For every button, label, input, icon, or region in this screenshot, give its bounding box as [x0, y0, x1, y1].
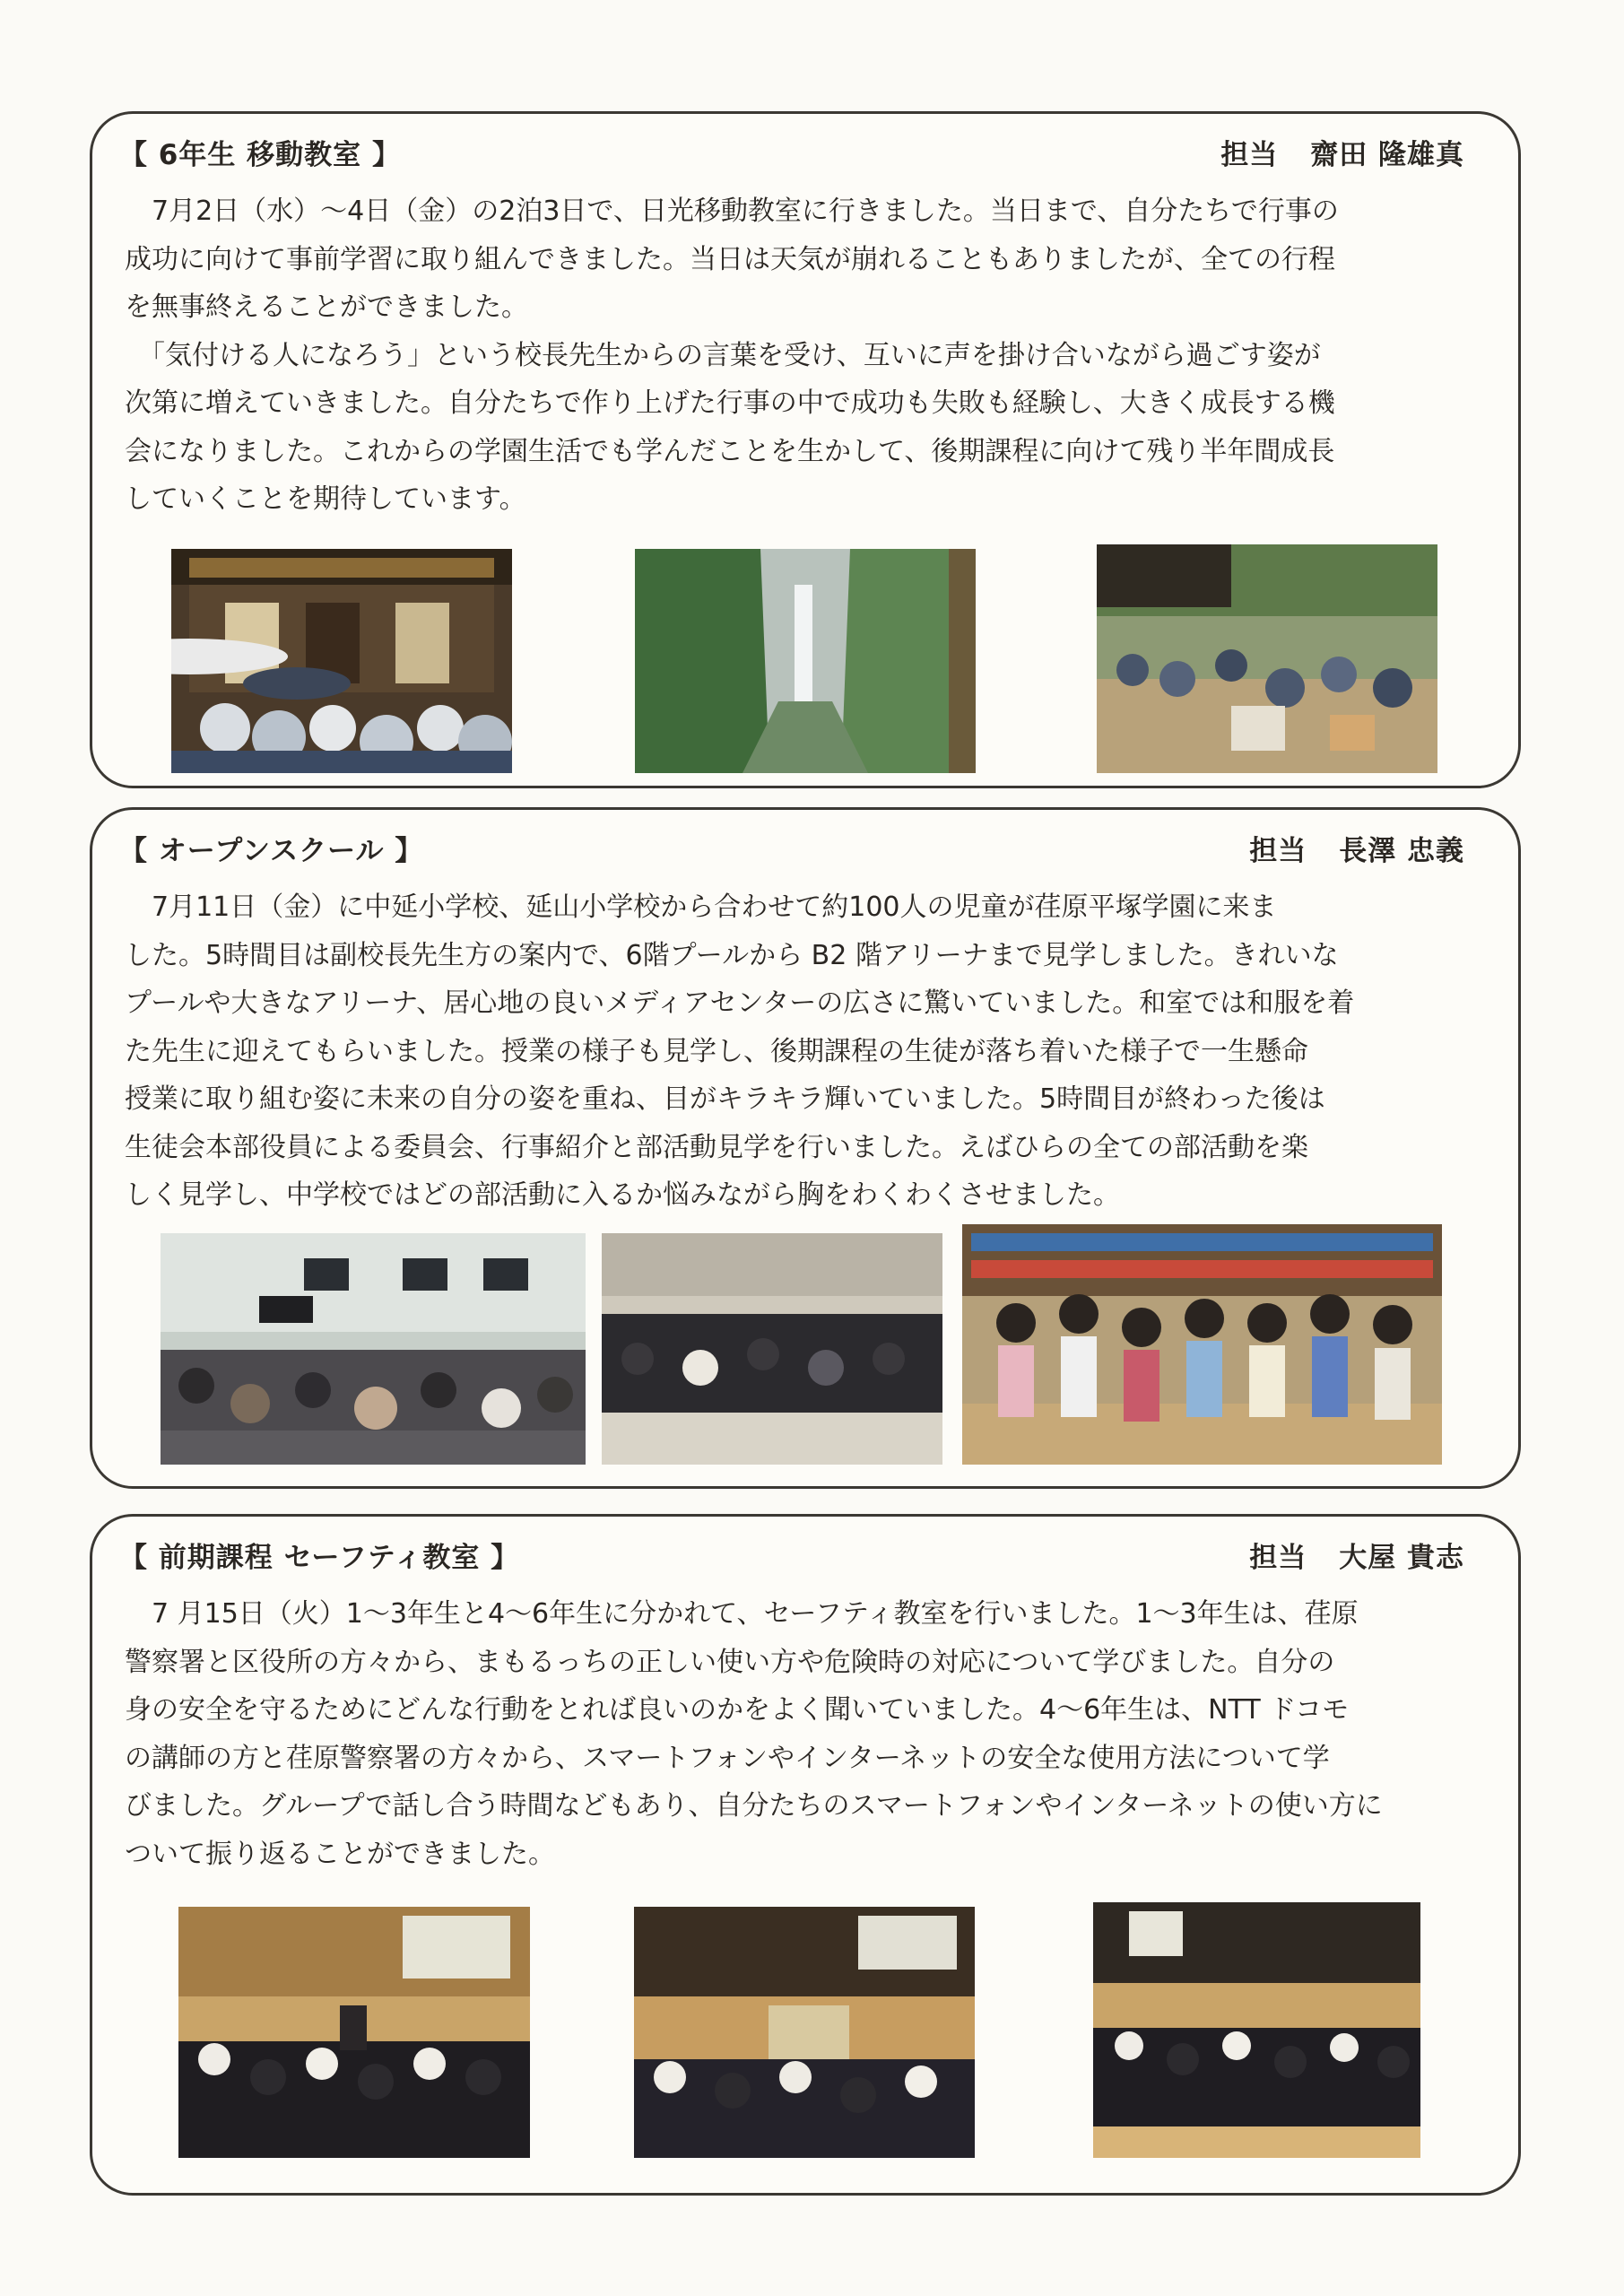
staff-name: 齋田 隆雄真	[1310, 139, 1464, 171]
section-body	[125, 883, 1464, 1220]
staff-credit	[1220, 132, 1464, 172]
body-line: した。5時間目は副校長先生方の案内で、6階プールから B2 階アリーナまで見学しました。きれいな	[125, 939, 1339, 971]
section-title: 【 前期課程 セーフティ教室 】	[119, 1542, 520, 1574]
staff-label: 担当	[1220, 139, 1279, 171]
section-safety-class	[90, 1514, 1521, 2196]
body-line: 7月11日（金）に中延小学校、延山小学校から合わせて約100人の児童が荏原平塚学園に来ま	[125, 891, 1277, 923]
body-line: 授業に取り組む姿に未来の自分の姿を重ね、目がキラキラ輝いていました。5時間目が終わった後は	[125, 1083, 1325, 1115]
body-line: 警察署と区役所の方々から、まもるっちの正しい使い方や危険時の対応について学びました。自分の	[125, 1646, 1335, 1678]
body-line: 身の安全を守るためにどんな行動をとれば良いのかをよく聞いていました。4～6年生は、NTT ドコモ	[125, 1694, 1350, 1726]
section-body	[125, 187, 1464, 524]
photo-gym-lecture-2	[634, 1907, 975, 2158]
body-line: の講師の方と荏原警察署の方々から、スマートフォンやインターネットの安全な使用方法について学	[125, 1742, 1330, 1774]
photo-waterfall	[635, 549, 976, 773]
staff-label: 担当	[1249, 835, 1307, 867]
staff-name: 長澤 忠義	[1339, 835, 1464, 867]
body-line: 生徒会本部役員による委員会、行事紹介と部活動見学を行いました。えばひらの全ての部活動を楽	[125, 1131, 1308, 1163]
body-line: 成功に向けて事前学習に取り組んできました。当日は天気が崩れることもありましたが、全ての行程	[125, 243, 1335, 275]
photo-temple-visit	[171, 549, 512, 773]
body-line: 7月2日（水）～4日（金）の2泊3日で、日光移動教室に行きました。当日まで、自分たちで行事の	[125, 196, 1339, 227]
section-body	[125, 1590, 1464, 1878]
staff-name: 大屋 貴志	[1339, 1542, 1464, 1574]
body-line: プールや大きなアリーナ、居心地の良いメディアセンターの広さに驚いていました。和室では和服を着	[125, 987, 1355, 1019]
section-header	[119, 132, 1464, 177]
photo-outdoor-activity	[1097, 544, 1437, 773]
section-title: 【 オープンスクール 】	[119, 835, 424, 867]
section-header	[119, 1535, 1464, 1579]
photo-hall-presentation	[161, 1233, 586, 1465]
section-open-school	[90, 807, 1521, 1489]
photo-gym-lecture-1	[178, 1907, 530, 2158]
photo-arena-seated	[602, 1233, 942, 1465]
body-line: していくことを期待しています。	[125, 483, 526, 515]
body-line: ついて振り返ることができました。	[125, 1838, 555, 1870]
staff-credit	[1249, 828, 1464, 868]
section-header	[119, 828, 1464, 873]
staff-label: 担当	[1249, 1542, 1307, 1574]
staff-credit	[1249, 1535, 1464, 1575]
body-line: 7 月15日（火）1～3年生と4～6年生に分かれて、セーフティ教室を行いました。1～3年生は、荏原	[125, 1598, 1359, 1630]
body-line: た先生に迎えてもらいました。授業の様子も見学し、後期課程の生徒が落ち着いた様子で一生懸命	[125, 1035, 1308, 1067]
body-line: 次第に増えていきました。自分たちで作り上げた行事の中で成功も失敗も経験し、大きく成長する機	[125, 387, 1335, 419]
section-title: 【 6年生 移動教室 】	[119, 139, 401, 171]
body-line: しく見学し、中学校ではどの部活動に入るか悩みながら胸をわくわくさせました。	[125, 1179, 1120, 1211]
photo-gym-lecture-3	[1093, 1902, 1420, 2158]
section-6th-grade-trip	[90, 111, 1521, 788]
body-line: を無事終えることができました。	[125, 291, 528, 323]
body-line: 会になりました。これからの学園生活でも学んだことを生かして、後期課程に向けて残り半年間成長	[125, 435, 1335, 467]
body-line: びました。グループで話し合う時間などもあり、自分たちのスマートフォンやインターネットの使い方に	[125, 1790, 1383, 1822]
photo-library-group	[962, 1224, 1442, 1465]
body-line: 「気付ける人になろう」という校長先生からの言葉を受け、互いに声を掛け合いながら過ごす姿が	[125, 339, 1321, 371]
